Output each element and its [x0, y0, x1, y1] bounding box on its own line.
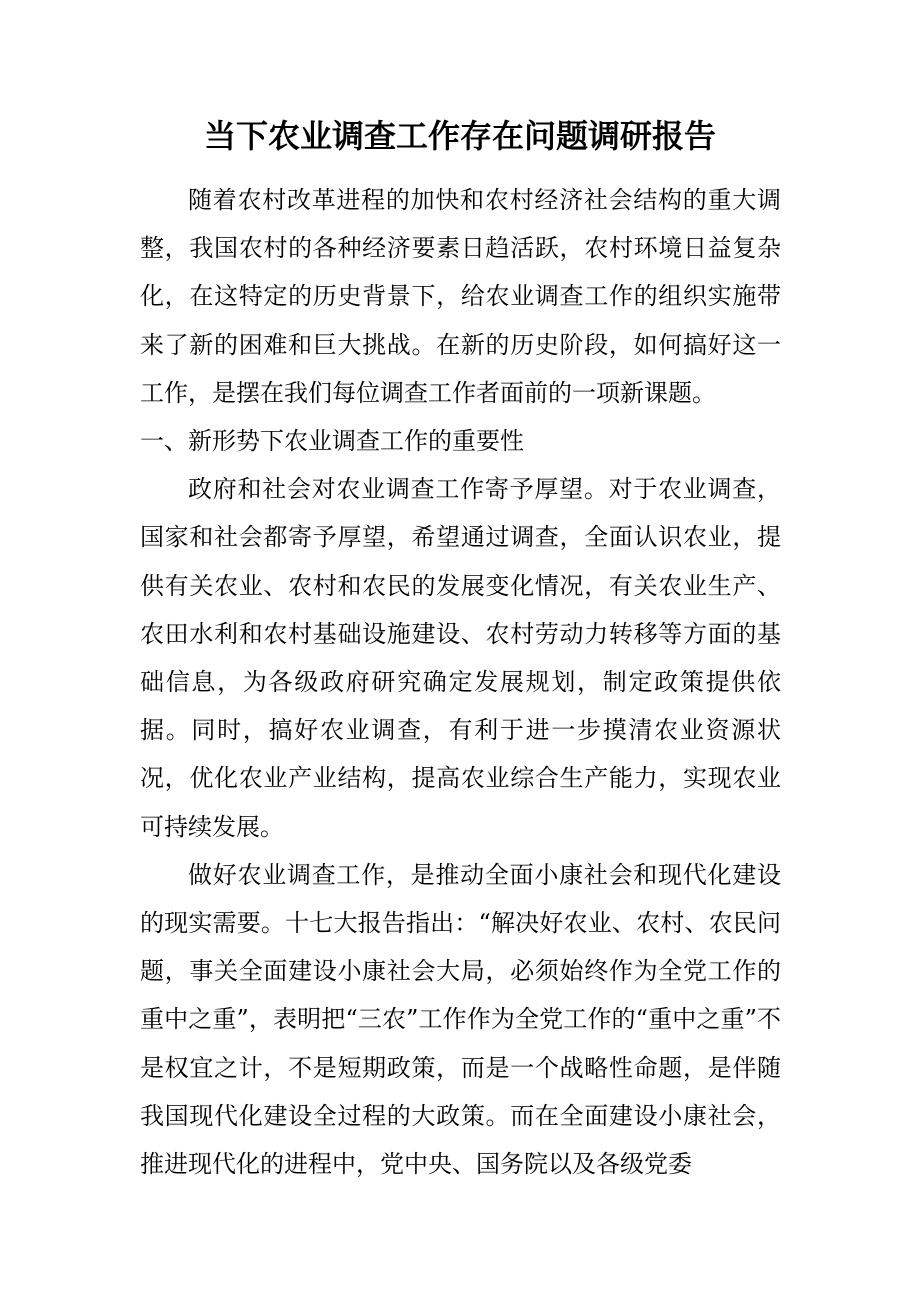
intro-paragraph: 随着农村改革进程的加快和农村经济社会结构的重大调整，我国农村的各种经济要素日趋活跃，农村环境日益复杂化，在这特定的历史背景下，给农业调查工作的组织实施带来了新的困难和巨大挑战。在新的历史阶段，如何搞好这一工作，是摆在我们每位调查工作者面前的一项新课题。	[140, 186, 781, 407]
body-paragraph-2: 做好农业调查工作，是推动全面小康社会和现代化建设的现实需要。十七大报告指出：“解决好农业、农村、农民问题，事关全面建设小康社会大局，必须始终作为全党工作的重中之重”，表明把“三农”工作作为全党工作的“重中之重”不是权宜之计，不是短期政策，而是一个战略性命题，是伴随我国现代化建设全过程的大政策。而在全面建设小康社会，推进现代化的进程中，党中央、国务院以及各级党委	[140, 860, 781, 1179]
body-paragraph-1: 政府和社会对农业调查工作寄予厚望。对于农业调查，国家和社会都寄予厚望，希望通过调查，全面认识农业，提供有关农业、农村和农民的发展变化情况，有关农业生产、农田水利和农村基础设施建设、农村劳动力转移等方面的基础信息，为各级政府研究确定发展规划，制定政策提供依据。同时，搞好农业调查，有利于进一步摸清农业资源状况，优化农业产业结构，提高农业综合生产能力，实现农业可持续发展。	[140, 475, 781, 841]
document-title: 当下农业调查工作存在问题调研报告	[203, 117, 716, 155]
document-body	[140, 176, 781, 1188]
section-heading-1: 一、新形势下农业调查工作的重要性	[140, 427, 524, 456]
